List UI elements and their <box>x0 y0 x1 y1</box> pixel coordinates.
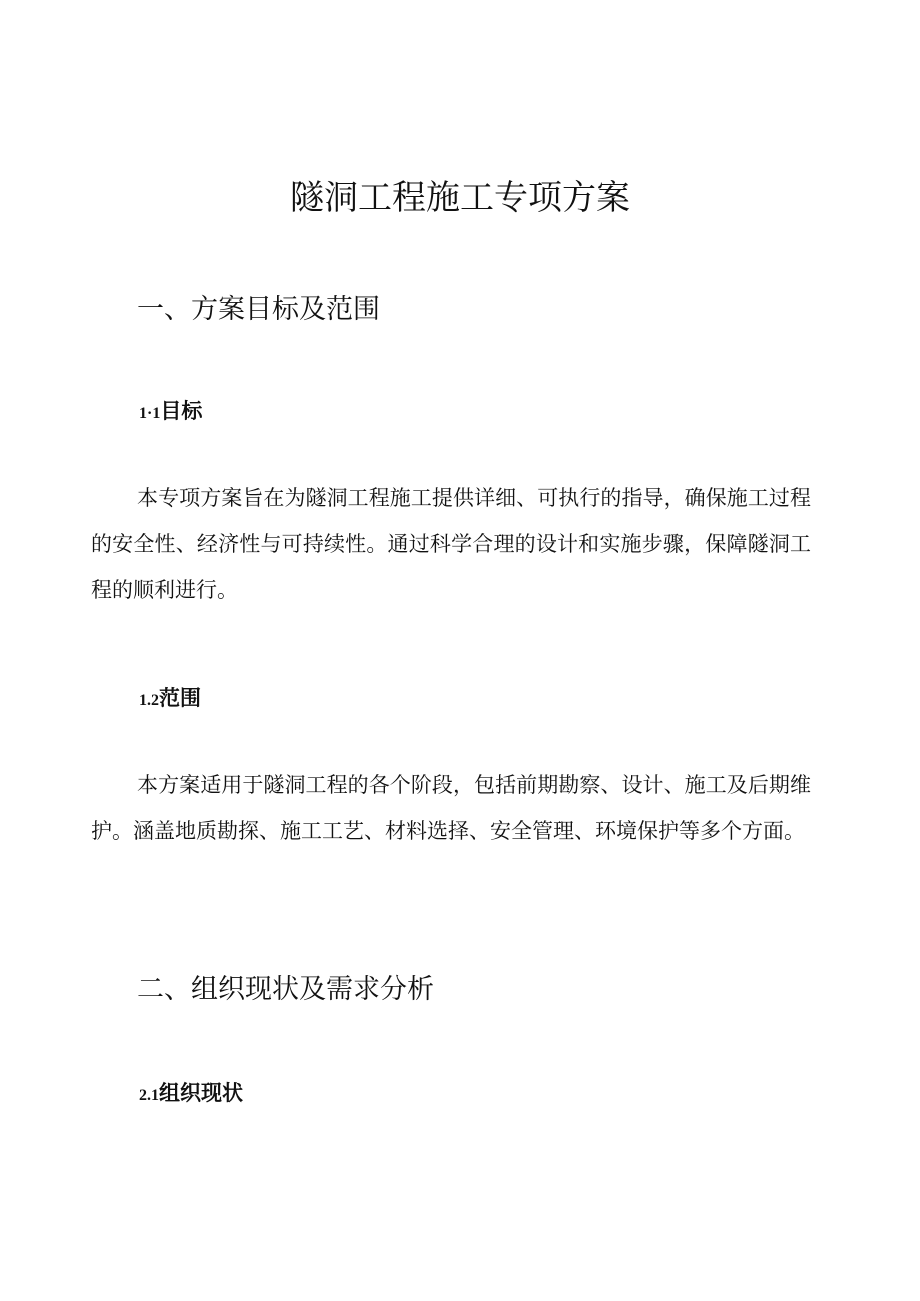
document-title: 隧洞工程施工专项方案 <box>290 178 630 218</box>
section-heading-2: 二、组织现状及需求分析 <box>137 974 434 1005</box>
subsection-title: 组织现状 <box>159 1080 243 1105</box>
subsection-heading-1-2 <box>139 683 201 716</box>
subsection-title: 范围 <box>159 685 201 710</box>
paragraph-1-1: 本专项方案旨在为隧洞工程施工提供详细、可执行的指导，确保施工过程的安全性、经济性与可持续性。通过科学合理的设计和实施步骤，保障隧洞工程的顺利进行。 <box>91 486 811 602</box>
paragraph-1-2: 本方案适用于隧洞工程的各个阶段，包括前期勘察、设计、施工及后期维护。涵盖地质勘探、施工工艺、材料选择、安全管理、环境保护等多个方面。 <box>91 773 811 843</box>
subsection-number: 2.1 <box>139 1087 159 1104</box>
subsection-title: 目标 <box>160 398 203 423</box>
subsection-number: 1·1 <box>139 405 161 422</box>
section-heading-1: 一、方案目标及范围 <box>137 294 380 325</box>
subsection-heading-2-1 <box>139 1078 243 1111</box>
subsection-number: 1.2 <box>139 692 159 709</box>
subsection-heading-1-1 <box>139 396 202 429</box>
